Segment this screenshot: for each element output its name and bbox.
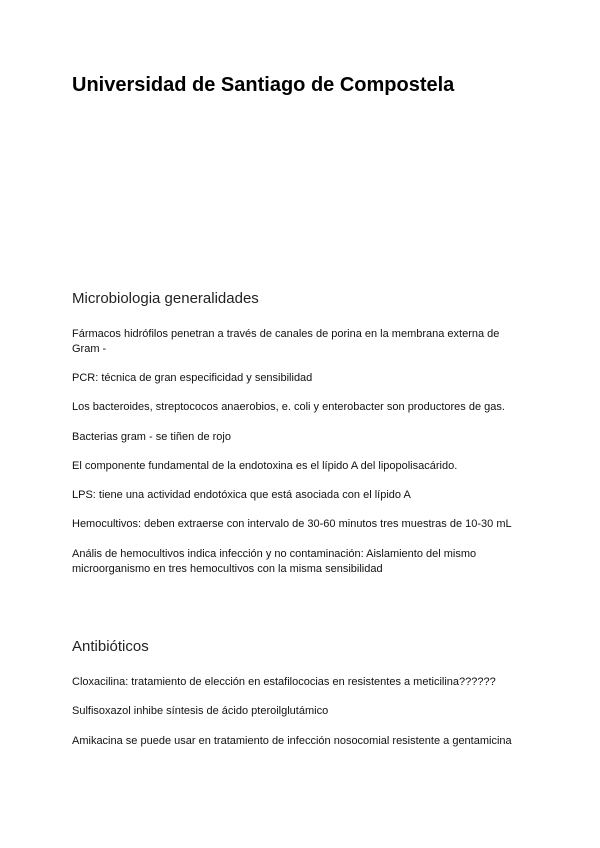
note-item: Sulfisoxazol inhibe síntesis de ácido pteroilglutámico: [72, 705, 329, 717]
section-heading-antibioticos: Antibióticos: [72, 638, 149, 655]
note-item: PCR: técnica de gran especificidad y sensibilidad: [72, 372, 313, 384]
note-item: Amikacina se puede usar en tratamiento de infección nosocomial resistente a gentamicina: [72, 735, 512, 747]
section-heading-microbiologia: Microbiologia generalidades: [72, 290, 259, 307]
note-item: Anális de hemocultivos indica infección y no contaminación: Aislamiento del mismo microorganismo en tres hemocultivos con la misma sensibilidad: [72, 548, 477, 575]
note-item: Los bacteroides, streptococos anaerobios, e. coli y enterobacter son productores de gas.: [72, 401, 505, 413]
note-item: Hemocultivos: deben extraerse con intervalo de 30-60 minutos tres muestras de 10-30 mL: [72, 518, 512, 530]
note-item: Fármacos hidrófilos penetran a través de canales de porina en la membrana externa de Gram -: [72, 328, 500, 355]
note-item: El componente fundamental de la endotoxina es el lípido A del lipopolisacárido.: [72, 460, 458, 472]
note-item: LPS: tiene una actividad endotóxica que está asociada con el lípido A: [72, 489, 411, 501]
note-item: Cloxacilina: tratamiento de elección en estafilococias en resistentes a meticilina??????: [72, 676, 496, 688]
document-title: Universidad de Santiago de Compostela: [72, 74, 455, 96]
note-item: Bacterias gram - se tiñen de rojo: [72, 431, 231, 443]
